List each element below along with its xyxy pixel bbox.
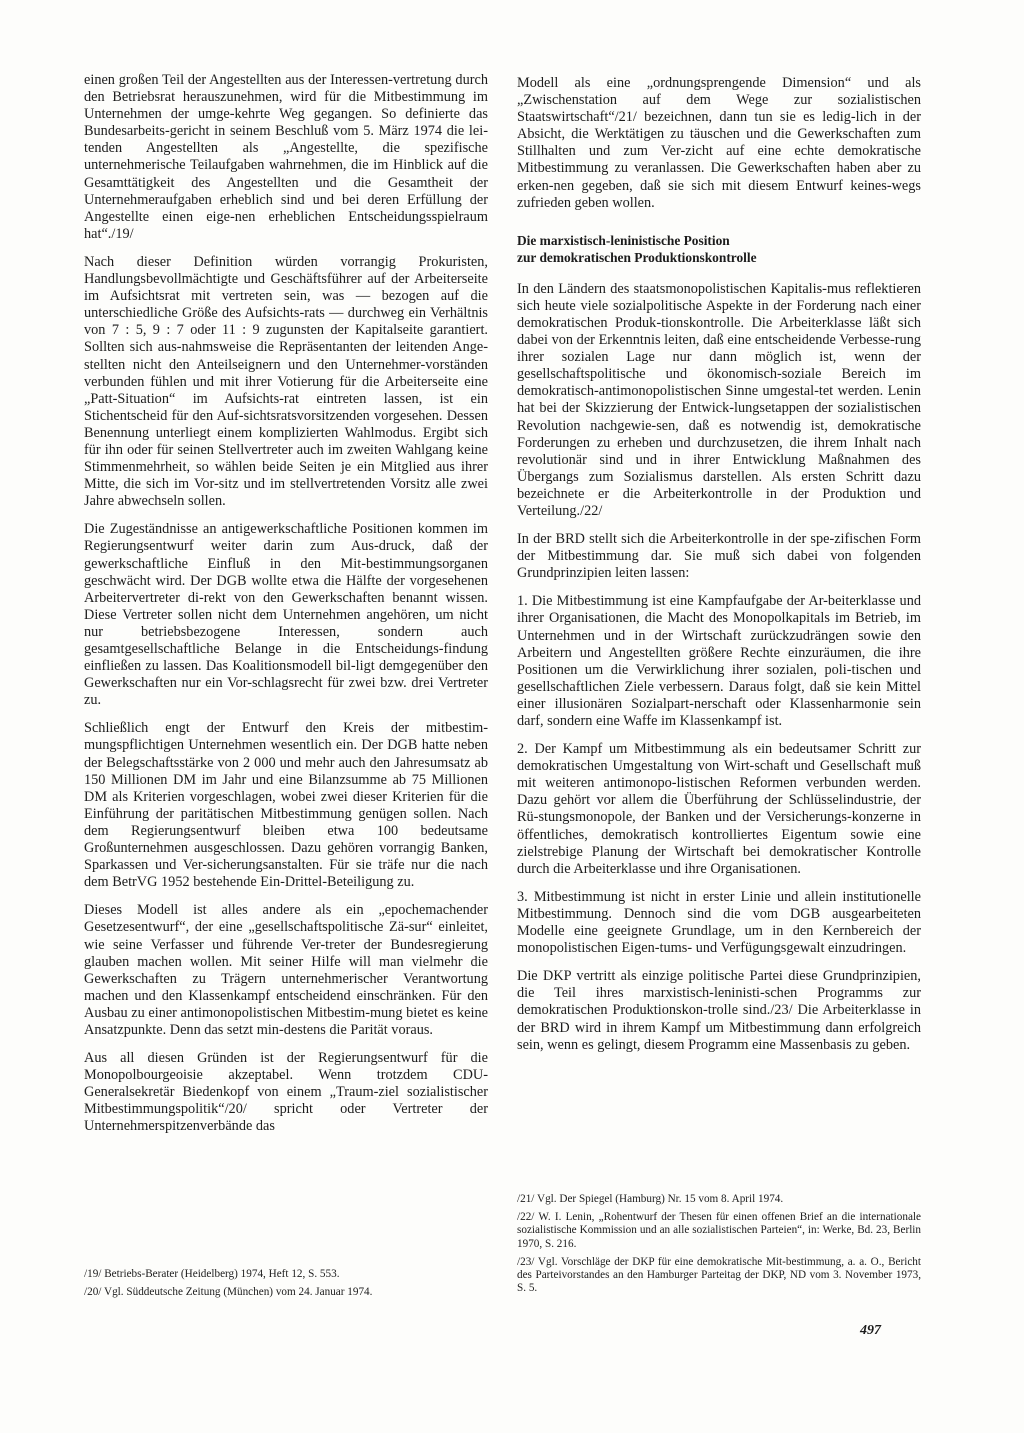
right-footnotes <box>517 1193 921 1300</box>
section-heading-line: zur demokratischen Produktionskontrolle <box>517 250 757 266</box>
paragraph: Nach dieser Definition würden vorrangig Prokuristen, Handlungsbevollmächtigte und Geschäftsführer auf der Arbeiterseite im Aufsichtsrat mit vertreten sein, was — bezogen auf die unterschiedliche Größe des Aufsichts-rats — durchweg ein Verhältnis von 7 : 5, 9 : 7 oder 11 : 9 zugunsten der Kapitalseite garantiert. Sollten sich aus-nahmsweise die Repräsentanten der leitenden Ange-stellten nicht den Anteilseignern und den Unternehmer-vorständen verbunden fühlen und mit ihrer Votierung für die Arbeiterseite eine „Patt-Situation“ im Aufsichts-rat eintreten lassen, ist ein Stichentscheid für den Auf-sichtsratsvorsitzenden vorgesehen. Dessen Benennung unterliegt einem komplizierten Wahlmodus. Ergibt sich für ihn oder für seinen Stellvertreter auch im zweiten Wahlgang keine Stimmenmehrheit, so wählen beide Seiten je ein Mitglied aus ihrer Mitte, die sich im Vor-sitz und im stellvertretenden Vorsitz alle zwei Jahre abwechseln sollen. <box>84 253 488 510</box>
paragraph: Die Zugeständnisse an antigewerkschaftliche Positionen kommen im Regierungsentwurf weiter darin zum Aus-druck, daß der gewerkschaftliche Einfluß in den Mit-bestimmungsorganen geschwächt wird. Der DGB wollte etwa die Hälfte der vorgesehenen Arbeitervertreter di-rekt von den Gewerkschaften benannt wissen. Diese Vertreter sollen nicht dem Unternehmen angehören, um nicht nur betriebsbezogene Interessen, sondern auch gesamtgesellschaftliche Belange in die Entscheidungs-findung einfließen zu lassen. Das Koalitionsmodell bil-ligt demgegenüber den Gewerkschaften nur ein Vor-schlagsrecht für zwei bzw. drei Vertreter zu. <box>84 521 488 709</box>
footnote: /23/ Vgl. Vorschläge der DKP für eine demokratische Mit-bestimmung, a. a. O., Bericht des Parteivorstandes an den Hamburger Parteitag der DKP, ND vom 3. November 1973, S. 5. <box>517 1255 921 1295</box>
paragraph: Aus all diesen Gründen ist der Regierungsentwurf für die Monopolbourgeoisie akzeptabel. Wenn trotzdem CDU-Generalsekretär Biedenkopf von einem „Traum-ziel sozialistischer Mitbestimmungspolitik“/20/ spricht oder Vertreter der Unternehmerspitzenverbände das <box>84 1050 488 1135</box>
right-column <box>517 75 921 1065</box>
paragraph: In der BRD stellt sich die Arbeiterkontrolle in der spe-zifischen Form der Mitbestimmung dar. Sie muß sich dabei von folgenden Grundprinzipien leiten lassen: <box>517 531 921 582</box>
section-heading-line: Die marxistisch-leninistische Position <box>517 232 730 248</box>
paragraph: Die DKP vertritt als einzige politische Partei diese Grundprinzipien, die Teil ihres marxistisch-leninisti-schen Programms zur demokratischen Produktionskon-trolle sind./23/ Die Arbeiterklasse in der BRD wird in ihrem Kampf um Mitbestimmung dann erfolgreich sein, wenn es gelingt, diesem Programm eine Massenbasis zu geben. <box>517 968 921 1053</box>
paragraph: Dieses Modell ist alles andere als ein „epochemachender Gesetzesentwurf“, der eine „gesellschaftspolitische Zä-sur“ einleitet, wie seine Verfasser und führende Ver-treter der Bundesregierung glauben machen wollen. Mit seiner Hilfe will man vielmehr die Gewerkschaften zu Trägern unternehmerischer Verantwortung machen und den Klassenkampf entscheidend einschränken. Für den Ausbau zu einer antimonopolistischen Mitbestim-mung bietet es keine Ansatzpunkte. Denn das setzt min-destens die Parität voraus. <box>84 902 488 1038</box>
footnote: /19/ Betriebs-Berater (Heidelberg) 1974, Heft 12, S. 553. <box>84 1268 340 1280</box>
section-heading <box>517 232 921 267</box>
list-item: 2. Der Kampf um Mitbestimmung als ein bedeutsamer Schritt zur demokratischen Umgestaltung von Wirt-schaft und Gesellschaft muß mit weiteren antimonopo-listischen Reformen verbunden werden. Dazu gehört vor allem die Überführung der Schlüsselindustrie, der Rü-stungsmonopole, der Banken und der Versicherungs-konzerne in öffentliches, demokratisch kontrolliertes Eigentum sowie eine zielstrebige Planung der Wirtschaft bei demokratischer Kontrolle durch die Arbeiterklasse und ihre Organisationen. <box>517 741 921 877</box>
left-column <box>84 72 488 1147</box>
paragraph: Schließlich engt der Entwurf den Kreis der mitbestim-mungspflichtigen Unternehmen wesentlich ein. Der DGB hatte neben der Belegschaftsstärke von 2 000 und mehr auch den Jahresumsatz ab 150 Millionen DM im Jahr und eine Bilanzsumme ab 75 Millionen DM als Kriterien vorgeschlagen, wobei zwei dieser Kriterien für die Einführung der paritätischen Mitbestimmung genügen sollen. Nach dem Regierungsentwurf bleiben etwa 100 bedeutsame Großunternehmen ausgeschlossen. Dazu gehören vorrangig Banken, Sparkassen und Ver-sicherungsanstalten. Für sie träfe nur die nach dem BetrVG 1952 bestehende Ein-Drittel-Beteiligung zu. <box>84 720 488 891</box>
paragraph: Modell als eine „ordnungsprengende Dimension“ und als „Zwischenstation auf dem Wege zur sozialistischen Staatswirtschaft“/21/ bezeichnen, dann tun sie es ledig-lich in der Absicht, die Werktätigen zu täuschen und die Gewerkschaften zum Stillhalten und zum Ver-zicht auf eine echte demokratische Mitbestimmung zu veranlassen. Die Gewerkschaften haben aber zu erken-nen gegeben, daß sie sich mit diesem Entwurf keines-wegs zufrieden geben wollen. <box>517 75 921 211</box>
list-item: 3. Mitbestimmung ist nicht in erster Linie und allein institutionelle Mitbestimmung. Dennoch sind die vom DGB ausgearbeiteten Modelle eine geeignete Grundlage, um in den Kernbereich der monopolistischen Eigen-tums- und Verfügungsgewalt einzudringen. <box>517 888 921 957</box>
footnote: /20/ Vgl. Süddeutsche Zeitung (München) vom 24. Januar 1974. <box>84 1286 373 1299</box>
footnote: /22/ W. I. Lenin, „Rohentwurf der Thesen für einen offenen Brief an die internationale sozialistische Kommission und an alle sozialistischen Parteien“, in: Werke, Bd. 23, Berlin 1970, S. 216. <box>517 1211 921 1250</box>
left-footnotes <box>84 1268 488 1304</box>
footnote: /21/ Vgl. Der Spiegel (Hamburg) Nr. 15 vom 8. April 1974. <box>517 1193 784 1205</box>
list-item: 1. Die Mitbestimmung ist eine Kampfaufgabe der Ar-beiterklasse und ihrer Organisationen, die Macht des Monopolkapitals im Betrieb, im Unternehmen und in der Wirtschaft zurückzudrängen sowie den Arbeitern und Angestellten größere Rechte einzuräumen, die ihre Positionen um die Verwirklichung ihrer sozialen, poli-tischen und gesellschaftlichen Ziele verbessern. Daraus folgt, daß sie kein Mittel einer illusionären Sozialpart-nerschaft oder Klassenharmonie sein darf, sondern eine Waffe im Klassenkampf ist. <box>517 593 921 729</box>
paragraph: In den Ländern des staatsmonopolistischen Kapitalis-mus reflektieren sich heute viele sozialpolitische Aspekte in der Forderung nach einer demokratischen Produk-tionskontrolle. Die Arbeiterklasse läßt sich dabei von der Erkenntnis leiten, daß eine entscheidende Verbesse-rung ihrer sozialen Lage nur dann möglich ist, wenn der gesellschaftspolitische und ökonomisch-soziale Bereich im demokratisch-antimonopolistischen Sinne umgestal-tet werden. Lenin hat bei der Skizzierung der Entwick-lungsetappen der sozialistischen Revolution nachgewie-sen, daß es notwendig ist, demokratische Forderungen zu erheben und durchzusetzen, die ihrem Inhalt nach revolutionär sind und in ihrer Entwicklung Maßnahmen des Übergangs zum Sozialismus darstellen. Als ersten Schritt dazu bezeichnete er die Arbeiterkontrolle in der Produktion und Verteilung./22/ <box>517 280 921 519</box>
paragraph: einen großen Teil der Angestellten aus der Interessen-vertretung durch den Betriebsrat herauszunehmen, wird für die Mitbestimmung im Unternehmen der umge-kehrte Weg gegangen. So definierte das Bundesarbeits-gericht in seinem Beschluß vom 5. März 1974 die lei-tenden Angestellten als „Angestellte, die spezifische unternehmerische Teilaufgaben wahrnehmen, die im Hinblick auf die Gesamttätigkeit des Angestellten und die Gesamtheit der Unternehmeraufgaben erheblich sind und bei deren Erfüllung der Angestellte einen eige-nen erheblichen Entscheidungsspielraum hat“./19/ <box>84 72 488 242</box>
page-number: 497 <box>860 1323 881 1338</box>
